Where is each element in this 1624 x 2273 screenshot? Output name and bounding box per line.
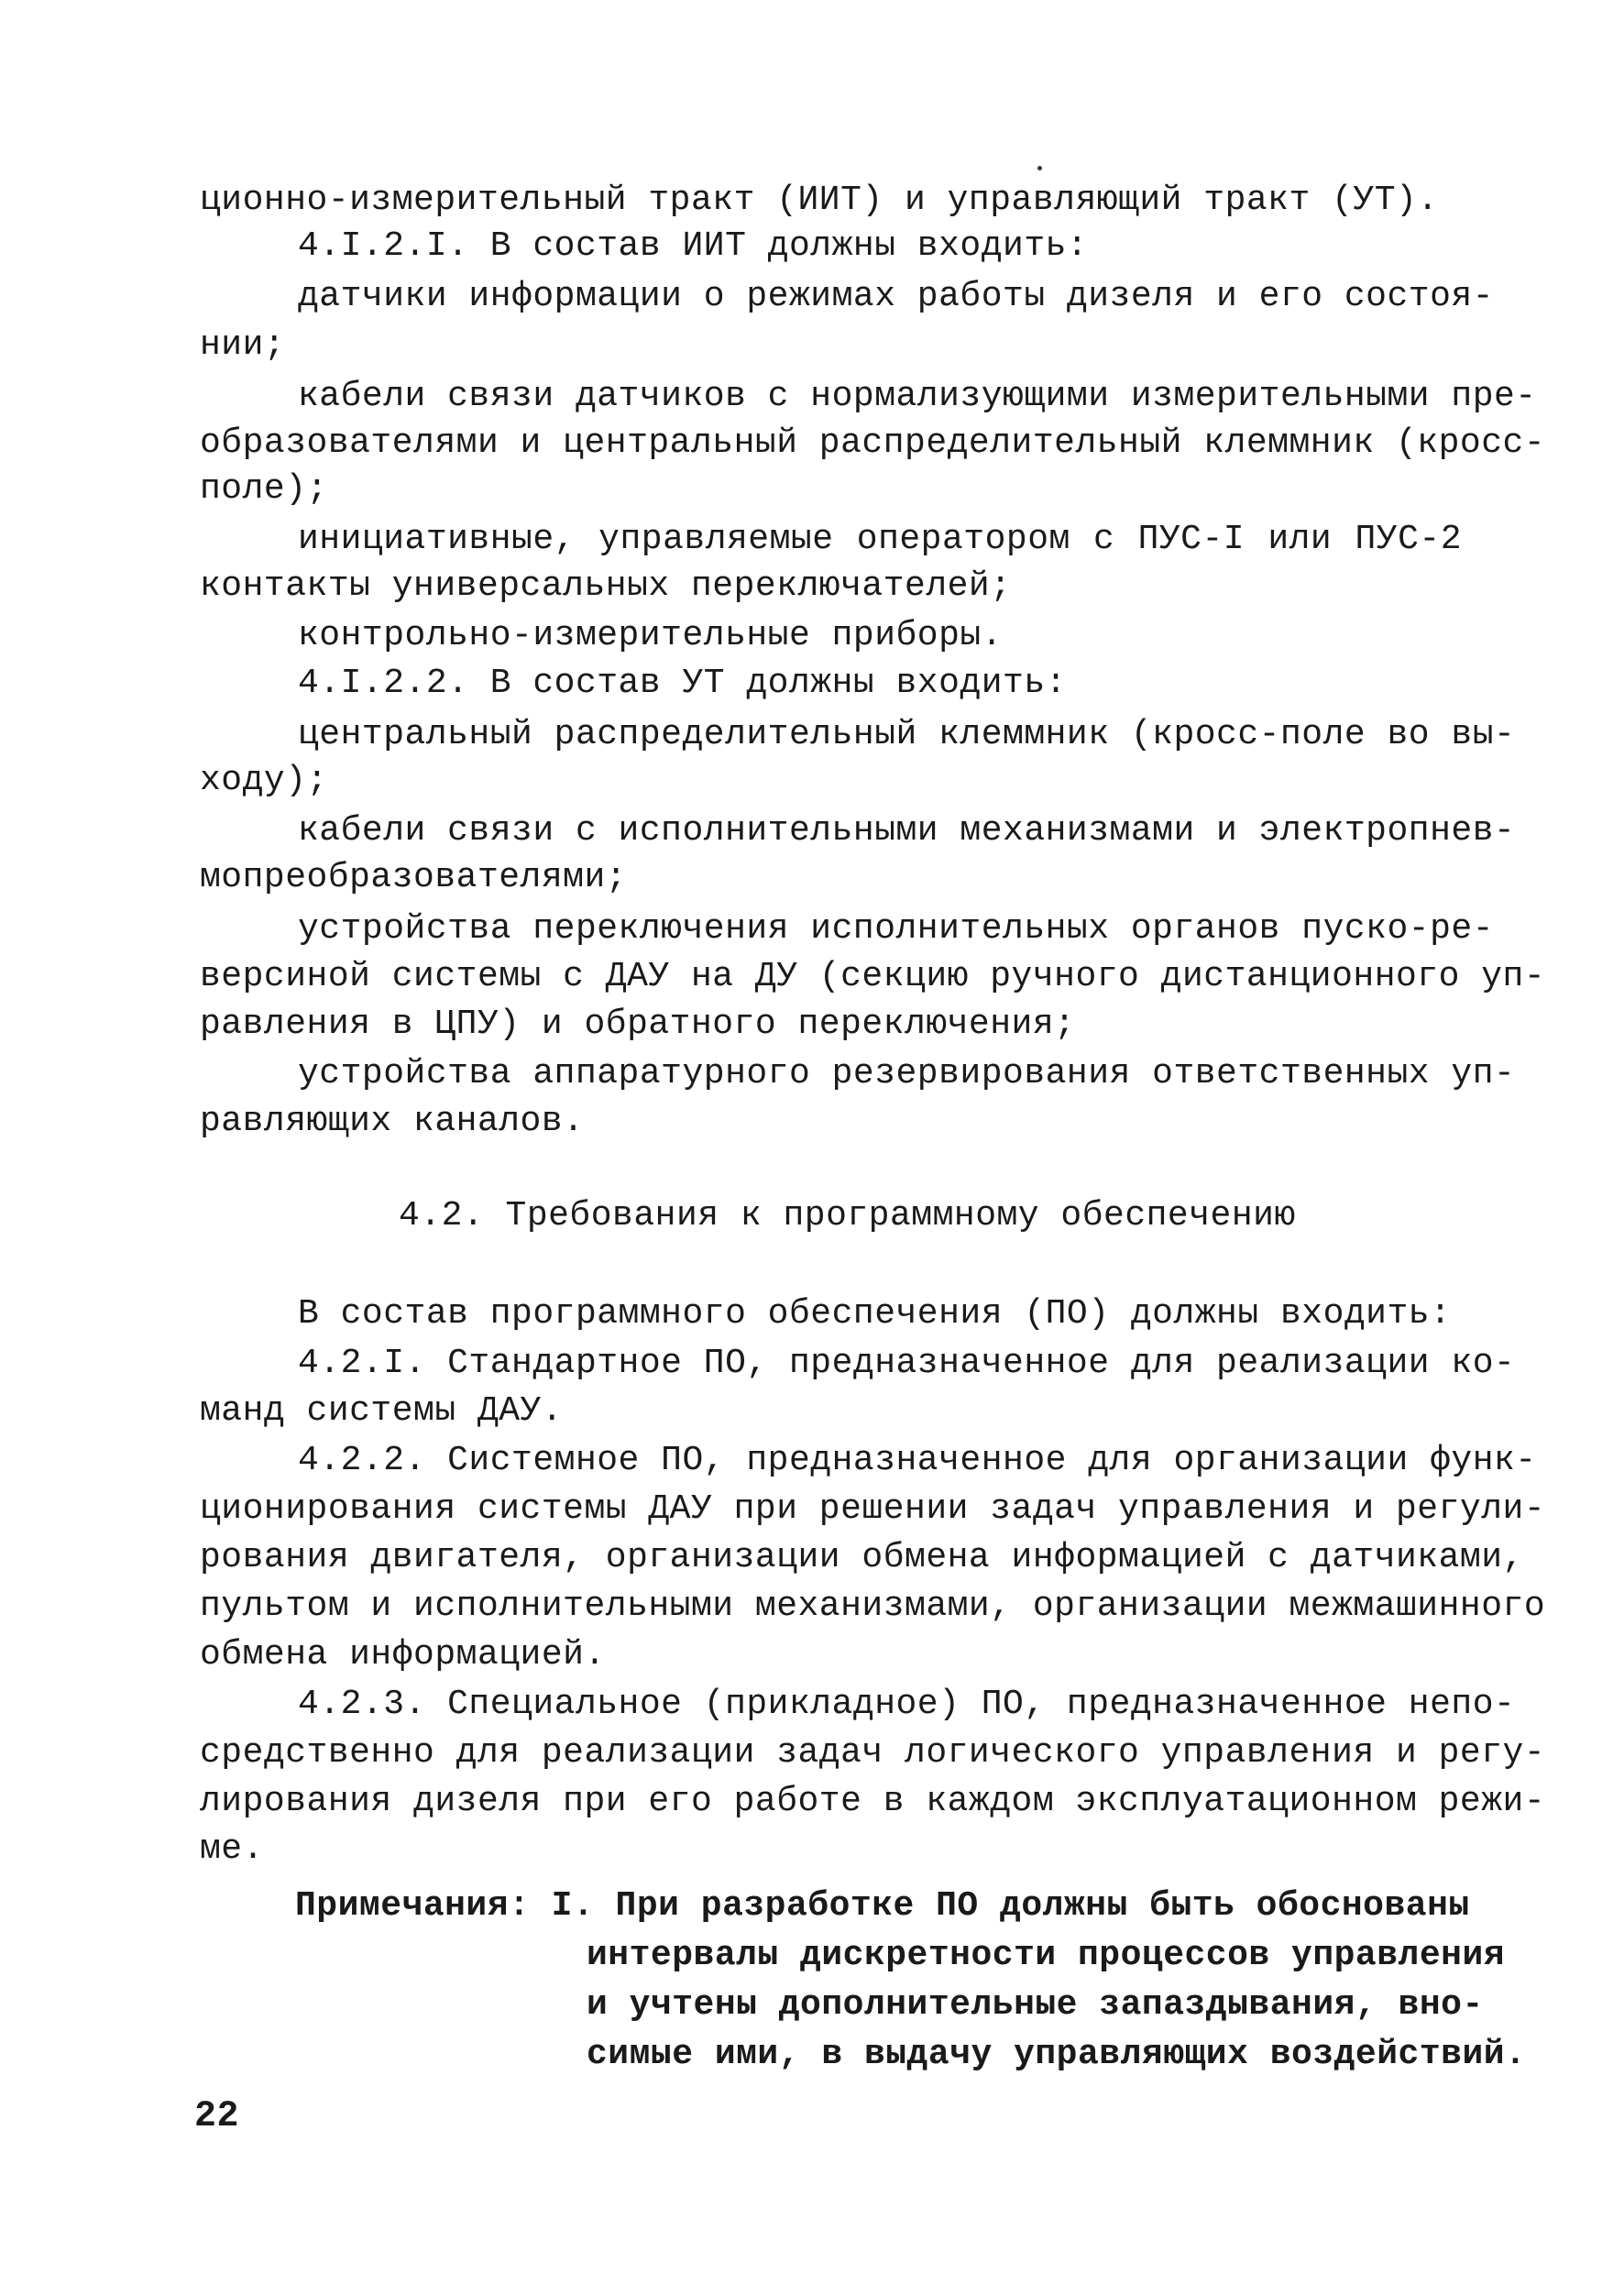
text-line: ме.	[200, 1829, 264, 1869]
text-line: устройства аппаратурного резервирования ответственных уп-	[298, 1054, 1516, 1093]
text-line: 4.I.2.I. В состав ИИТ должны входить:	[298, 226, 1089, 266]
note-line: симые ими, в выдачу управляющих воздействий.	[587, 2035, 1527, 2074]
text-line: мопреобразователями;	[200, 858, 628, 897]
text-line: кабели связи датчиков с нормализующими измерительными пре-	[298, 377, 1537, 416]
text-line: ходу);	[200, 761, 328, 800]
text-line: рования двигателя, организации обмена информацией с датчиками,	[200, 1538, 1524, 1577]
text-line: 4.2.I. Стандартное ПО, предназначенное для реализации ко-	[298, 1344, 1516, 1383]
note-line: и учтены дополнительные запаздывания, вно-	[587, 1985, 1484, 2025]
text-line: лирования дизеля при его работе в каждом эксплуатационном режи-	[200, 1782, 1546, 1821]
note-line: интервалы дискретности процессов управления	[587, 1936, 1506, 1975]
scan-speck	[1037, 166, 1042, 170]
text-line: контрольно-измерительные приборы.	[298, 616, 1004, 655]
text-line: средственно для реализации задач логического управления и регу-	[200, 1733, 1546, 1773]
text-line: пультом и исполнительными механизмами, организации межмашинного	[200, 1587, 1546, 1626]
text-line: 4.2.2. Системное ПО, предназначенное для организации функ-	[298, 1441, 1537, 1480]
section-heading: 4.2. Требования к программному обеспечению	[399, 1196, 1296, 1235]
text-line: поле);	[200, 469, 328, 509]
text-line: версиной системы с ДАУ на ДУ (секцию ручного дистанционного уп-	[200, 957, 1546, 996]
text-line: ционирования системы ДАУ при решении задач управления и регули-	[200, 1489, 1546, 1529]
text-line: 4.I.2.2. В состав УТ должны входить:	[298, 664, 1067, 703]
text-line: 4.2.3. Специальное (прикладное) ПО, предназначенное непо-	[298, 1685, 1516, 1724]
text-line: контакты универсальных переключателей;	[200, 566, 1012, 606]
text-line: В состав программного обеспечения (ПО) должны входить:	[298, 1294, 1452, 1334]
note-line: Примечания: I. При разработке ПО должны быть обоснованы	[295, 1886, 1470, 1926]
text-line: равления в ЦПУ) и обратного переключения;	[200, 1005, 1076, 1044]
text-line: равляющих каналов.	[200, 1102, 585, 1141]
text-line: манд системы ДАУ.	[200, 1391, 564, 1431]
text-line: кабели связи с исполнительными механизмами и электропнев-	[298, 811, 1516, 851]
text-line: обмена информацией.	[200, 1635, 606, 1675]
text-line: образователями и центральный распределительный клеммник (кросс-	[200, 423, 1546, 463]
page-number: 22	[194, 2096, 240, 2137]
text-line: центральный распределительный клеммник (кросс-поле во вы-	[298, 715, 1516, 754]
text-line: датчики информации о режимах работы дизеля и его состоя-	[298, 277, 1495, 316]
text-line: ционно-измерительный тракт (ИИТ) и управляющий тракт (УТ).	[200, 181, 1439, 220]
text-line: инициативные, управляемые оператором с ПУС-I или ПУС-2	[298, 520, 1462, 559]
text-line: устройства переключения исполнительных органов пуско-ре-	[298, 909, 1495, 949]
text-line: нии;	[200, 325, 286, 365]
